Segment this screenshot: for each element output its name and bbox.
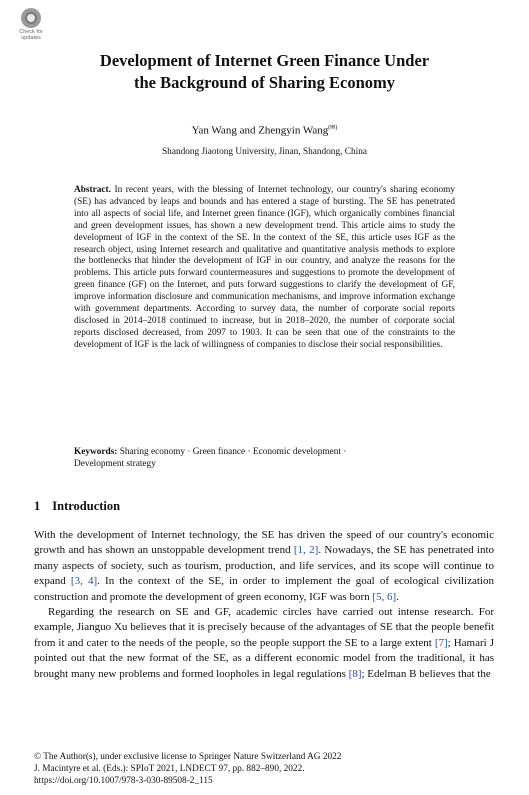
check-for-updates-badge[interactable] (14, 8, 48, 44)
doi-link[interactable]: https://doi.org/10.1007/978-3-030-89508-2_115 (34, 775, 213, 786)
paragraph-2 (34, 605, 494, 682)
abstract-text: In recent years, with the blessing of Internet technology, our country's sharing economy (SE) has advanced by leaps and bounds and has entered a stage of bursting. The SE has penetrated into all aspects of social life, and Internet green finance (IGF), which organically combines financial and green development issues, has shown a new development trend. This article aims to study the development of IGF in the context of the SE. In the context of the SE, this article uses IGF as the research object, using Internet research and qualitative and quantitative analysis methods to explore the bottlenecks that hinder the development of IGF in our country, and analyze the reasons for the problems. This article puts forward countermeasures and suggestions to promote the development of green finance (GF) on the Internet, and puts forward suggestions to clarify the development of GF, improve information disclosure and communication mechanisms, and improve information exchange with government departments. According to survey data, the number of corporate social reports disclosed in 2014–2018 continued to increase, but in 2018–2020, the number of corporate social reports disclosed decreased, from 2097 to 1903. It can be seen that one of the constraints to the development of IGF is the lack of willingness of companies to disclose their social responsibilities. (74, 185, 455, 350)
badge-text-1: Check for (19, 29, 43, 35)
copyright-line: © The Author(s), under exclusive license to Springer Nature Switzerland AG 2022 (34, 752, 342, 762)
para1-text-c: . In the context of the SE, in order to implement the goal of ecological civilization construction and promote the development of green economy, IGF was born (34, 575, 494, 603)
para1-text-d: . (396, 590, 399, 603)
keywords-line-2: Development strategy (74, 459, 156, 469)
para1-text-b: . Nowadays, the SE has penetrated into many aspects of society, such as tourism, production, and life services, and its scope will continue to expand (34, 544, 495, 588)
para2-text-c: ; Edelman B believes that the (361, 667, 491, 680)
title-line-1: Development of Internet Green Finance Under (99, 51, 430, 70)
section-heading (34, 498, 132, 514)
footer (34, 752, 341, 787)
title-line-2: the Background of Sharing Economy (134, 73, 395, 92)
para1-text-a: With the development of Internet technology, the SE has driven the speed of our country's economic growth and has shown an unstoppable development trend (34, 529, 494, 557)
keywords (74, 446, 455, 470)
update-icon (21, 8, 41, 28)
author-names: Yan Wang and Zhengyin Wang (191, 124, 329, 137)
section-number: 1 (34, 499, 41, 513)
authors (40, 121, 489, 138)
keywords-line-1: Sharing economy · Green finance · Economic development · (119, 447, 347, 457)
badge-text-2: updates (21, 35, 41, 41)
paper-title (40, 50, 489, 94)
citation-link[interactable]: [1, 2] (293, 544, 319, 557)
corresponding-author-mark: (✉) (328, 125, 338, 131)
abstract (74, 185, 455, 352)
citation-link[interactable]: [7] (434, 636, 448, 649)
citation-line: J. Macintyre et al. (Eds.): SPIoT 2021, LNDECT 97, pp. 882–890, 2022. (34, 763, 305, 774)
body-text (34, 528, 494, 682)
affiliation: Shandong Jiaotong University, Jinan, Shandong, China (162, 147, 367, 157)
section-title: Introduction (52, 499, 121, 513)
paragraph-1 (34, 528, 494, 605)
para2-text-b: ; Hamari J pointed out that the new format of the SE, as a different economic model from the traditional, it has brought many new problems and formed loopholes in legal regulations (34, 636, 495, 680)
abstract-label: Abstract. (74, 185, 111, 195)
badge-label (19, 29, 43, 41)
keywords-label: Keywords: (74, 447, 118, 457)
citation-link[interactable]: [5, 6] (372, 590, 397, 603)
citation-link[interactable]: [8] (348, 667, 362, 680)
citation-link[interactable]: [3, 4] (70, 575, 98, 588)
para2-text-a: Regarding the research on SE and GF, academic circles have carried out intense research. For example, Jianguo Xu believes that it is precisely because of the advantages of SE that the people benefit from it and cater to the needs of the people, so the people support the SE to a large extent (34, 606, 494, 649)
